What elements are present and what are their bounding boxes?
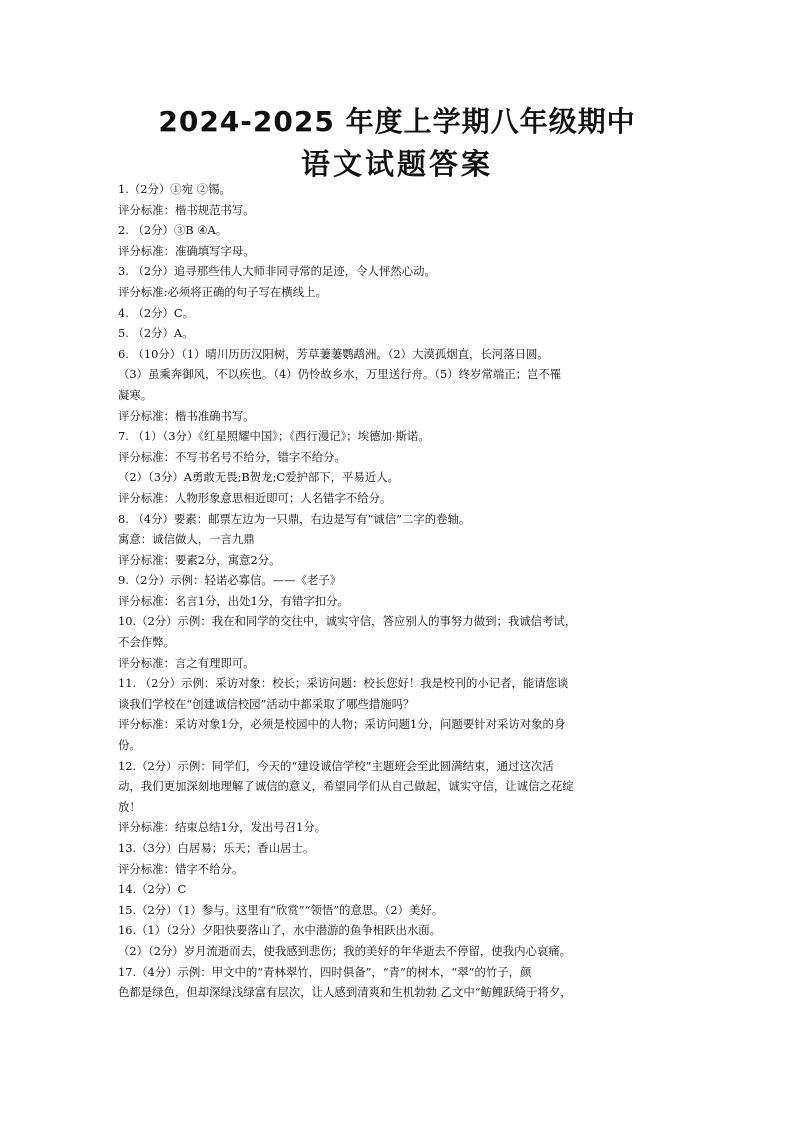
answer-line: 评分标准：楷书规范书写。: [118, 202, 255, 217]
answer-line: 4. （2分）C。: [118, 305, 195, 320]
answer-line: 15.（2分）（1）参与。这里有“欣赏”“领悟”的意思。（2）美好。: [118, 902, 444, 917]
answer-line: 评分标准：结束总结1分，发出号召1分。: [118, 820, 327, 835]
answer-line: 5. （2分）A。: [118, 326, 194, 341]
answer-line: 6. （10分）（1）晴川历历汉阳树，芳草萋萋鹦鹉洲。（2）大漠孤烟直，长河落日圆。: [118, 346, 549, 361]
answer-line: 评分标准：不写书名号不给分，错字不给分。: [118, 449, 346, 464]
answer-line: 评分标准:必须将正确的句子写在横线上。: [118, 284, 327, 299]
answer-line: 16.（1）（2分）夕阳快要落山了，水中潜游的鱼争相跃出水面。: [118, 923, 442, 938]
answer-line: 放！: [118, 799, 141, 814]
answer-line: 寓意：诚信做人，一言九鼎: [118, 532, 255, 547]
page-subtitle: 语文试题答案: [300, 147, 493, 181]
answer-line: 凝寒。: [118, 387, 153, 402]
answer-line: （3）虽乘奔御风，不以疾也。（4）仍怜故乡水，万里送行舟。（5）终岁常端正；岂不罹: [118, 367, 562, 382]
answer-line: 11. （2分）示例：采访对象：校长；采访问题：校长您好！我是校刊的小记者，能请您谈: [118, 676, 569, 691]
answer-line: 13.（3分）白居易；乐天；香山居士。: [118, 841, 315, 855]
answer-line: 17.（4分）示例：甲文中的“青林翠竹，四时俱备”，“青”的树木，“翠”的竹子，颜: [118, 964, 532, 979]
page-title: 2024-2025 年度上学期八年级期中: [158, 105, 636, 138]
answer-line: 份。: [118, 738, 141, 753]
answer-line: 色都是绿色，但却深绿浅绿富有层次，让人感到清爽和生机勃勃 乙文中“鲂鲤跃绮于将夕，: [118, 985, 572, 1000]
answer-line: 10.（2分）示例：我在和同学的交往中，诚实守信，答应别人的事努力做到；我诚信考试，: [118, 614, 577, 629]
answer-line: 2. （2分）③B ④A。: [118, 223, 228, 238]
answer-line: 8. （4分）要素：邮票左边为一只鼎，右边是写有“诚信”二字的卷轴。: [118, 511, 471, 526]
answer-line: 评分标准：言之有理即可。: [118, 655, 255, 670]
answer-line: 7. （1）（3分）《红星照耀中国》；《西行漫记》；埃德加·斯诺。: [118, 429, 430, 444]
answer-line: （2）（3分）A勇敢无畏;B贺龙;C爱护部下，平易近人。: [118, 470, 399, 485]
answer-body: [118, 179, 686, 1003]
answer-line: 评分标准：人物形象意思相近即可；人名错字不给分。: [118, 490, 392, 505]
answer-line: 评分标准：错字不给分。: [118, 861, 244, 876]
answer-line: 评分标准：采访对象1分，必须是校园中的人物；采访问题1分，问题要针对采访对象的身: [118, 717, 566, 732]
answer-line: 评分标准：准确填写字母。: [118, 243, 255, 258]
answer-line: 评分标准：名言1分，出处1分，有错字扣分。: [118, 593, 349, 608]
answer-line: 谈我们学校在“创建诚信校园”活动中都采取了哪些措施吗？: [118, 696, 415, 711]
answer-line: 12.（2分）示例：同学们，今天的“建设诚信学校”主题班会至此圆满结束，通过这次活: [118, 758, 554, 773]
answer-line: 评分标准：要素2分，寓意2分。: [118, 552, 281, 567]
answer-line: （2）（2分）岁月流逝而去，使我感到悲伤；我的美好的年华逝去不停留，使我内心哀痛。: [118, 943, 572, 958]
answer-line: 3. （2分）追寻那些伟人大师非同寻常的足迹，令人怦然心动。: [118, 264, 436, 279]
answer-line: 1.（2分）①宛 ②锡。: [118, 182, 231, 196]
answer-line: 评分标准：楷书准确书写。: [118, 408, 255, 423]
answer-line: 9.（2分）示例：轻诺必寡信。——《老子》: [118, 573, 342, 588]
answer-line: 14.（2分）C: [118, 882, 187, 897]
answer-line: 不会作弊。: [118, 635, 175, 650]
answer-line: 动，我们更加深刻地理解了诚信的意义，希望同学们从自己做起，诚实守信，让诚信之花绽: [118, 779, 574, 794]
